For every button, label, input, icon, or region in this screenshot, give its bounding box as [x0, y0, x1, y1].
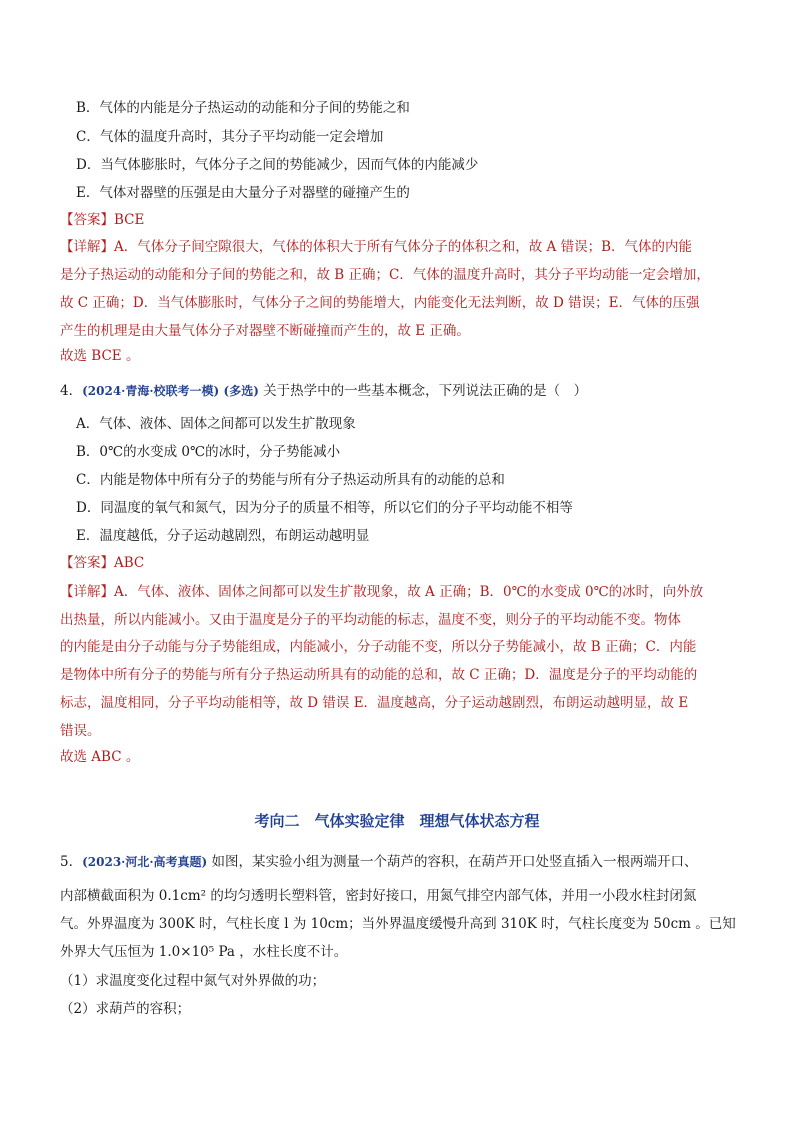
q5-number: 5． — [60, 854, 83, 870]
q3-option-c: C．气体的温度升高时，其分子平均动能一定会增加 — [76, 129, 384, 145]
section-heading: 考向二 气体实验定律 理想气体状态方程 — [254, 812, 540, 830]
q4-detail-line: 标志，温度相同，分子平均动能相等，故 D 错误 E．温度越高，分子运动越剧烈，布朗运动越明显，故 E — [60, 695, 689, 711]
q5-source: (2023·河北·高考真题) — [82, 855, 208, 869]
q5-stem-line: 外界大气压恒为 1.0×10⁵ Pa ，水柱长度不计。 — [60, 944, 348, 960]
q3-option-d: D．当气体膨胀时，气体分子之间的势能减少，因而气体的内能减少 — [76, 157, 479, 173]
q3-conclusion: 故选 BCE 。 — [60, 348, 140, 364]
q3-detail-line: 【详解】A．气体分子间空隙很大，气体的体积大于所有气体分子的体积之和，故 A 错误；B．气体的内能 — [60, 239, 693, 255]
q5-stem-line: 气。外界温度为 300K 时，气柱长度 l 为 10cm；当外界温度缓慢升高到 310K 时，气柱长度变为 50cm 。已知 — [60, 916, 736, 932]
q4-option-c: C．内能是物体中所有分子的势能与所有分子热运动所具有的动能的总和 — [76, 472, 505, 488]
q4-detail-line: 【详解】A．气体、液体、固体之间都可以发生扩散现象，故 A 正确；B．0℃的水变成 0℃的冰时，向外放 — [60, 584, 704, 600]
q3-detail-line: 是分子热运动的动能和分子间的势能之和，故 B 正确；C．气体的温度升高时，其分子平均动能一定会增加， — [60, 267, 710, 283]
q4-stem-line — [60, 381, 736, 401]
q4-option-b: B．0℃的水变成 0℃的冰时，分子势能减小 — [76, 444, 341, 460]
q5-stem-line — [60, 852, 736, 872]
q4-detail-line: 错误。 — [60, 723, 101, 739]
q4-option-a: A．气体、液体、固体之间都可以发生扩散现象 — [76, 416, 356, 432]
q4-answer: 【答案】ABC — [60, 555, 145, 571]
q4-type: (多选) — [223, 384, 259, 398]
q4-source: (2024·青海·校联考一模) — [82, 384, 220, 398]
q4-detail-line: 的内能是由分子动能与分子势能组成，内能减小，分子动能不变，所以分子势能减小，故 B 正确；C．内能 — [60, 639, 697, 655]
q5-stem-text: 如图，某实验小组为测量一个葫芦的容积，在葫芦开口处竖直插入一根两端开口、 — [211, 854, 698, 870]
q5-part-1: （1）求温度变化过程中氮气对外界做的功； — [60, 973, 326, 989]
q4-detail-line: 出热量，所以内能减小。又由于温度是分子的平均动能的标志，温度不变，则分子的平均动能不变。物体 — [60, 612, 681, 628]
q3-detail-line: 产生的机理是由大量气体分子对器壁不断碰撞而产生的，故 E 正确。 — [60, 323, 470, 339]
q4-number: 4． — [60, 383, 83, 399]
q3-answer: 【答案】BCE — [60, 212, 145, 228]
q4-option-e: E．温度越低，分子运动越剧烈，布朗运动越明显 — [76, 528, 370, 544]
q4-conclusion: 故选 ABC 。 — [60, 749, 140, 765]
q5-stem-line: 内部横截面积为 0.1cm² 的均匀透明长塑料管，密封好接口，用氮气排空内部气体，并用一小段水柱封闭氮 — [60, 888, 697, 904]
q5-part-2: （2）求葫芦的容积； — [60, 1001, 191, 1017]
q3-option-e: E．气体对器壁的压强是由大量分子对器壁的碰撞产生的 — [76, 185, 410, 201]
q4-stem: 关于热学中的一些基本概念，下列说法正确的是（ ） — [263, 383, 588, 399]
q3-option-b: B．气体的内能是分子热运动的动能和分子间的势能之和 — [76, 100, 410, 116]
q3-detail-line: 故 C 正确；D．当气体膨胀时，气体分子之间的势能增大，内能变化无法判断，故 D 错误；E．气体的压强 — [60, 295, 700, 311]
q4-detail-line: 是物体中所有分子的势能与所有分子热运动所具有的动能的总和，故 C 正确；D．温度是分子的平均动能的 — [60, 667, 698, 683]
q4-option-d: D．同温度的氧气和氮气，因为分子的质量不相等，所以它们的分子平均动能不相等 — [76, 500, 573, 516]
